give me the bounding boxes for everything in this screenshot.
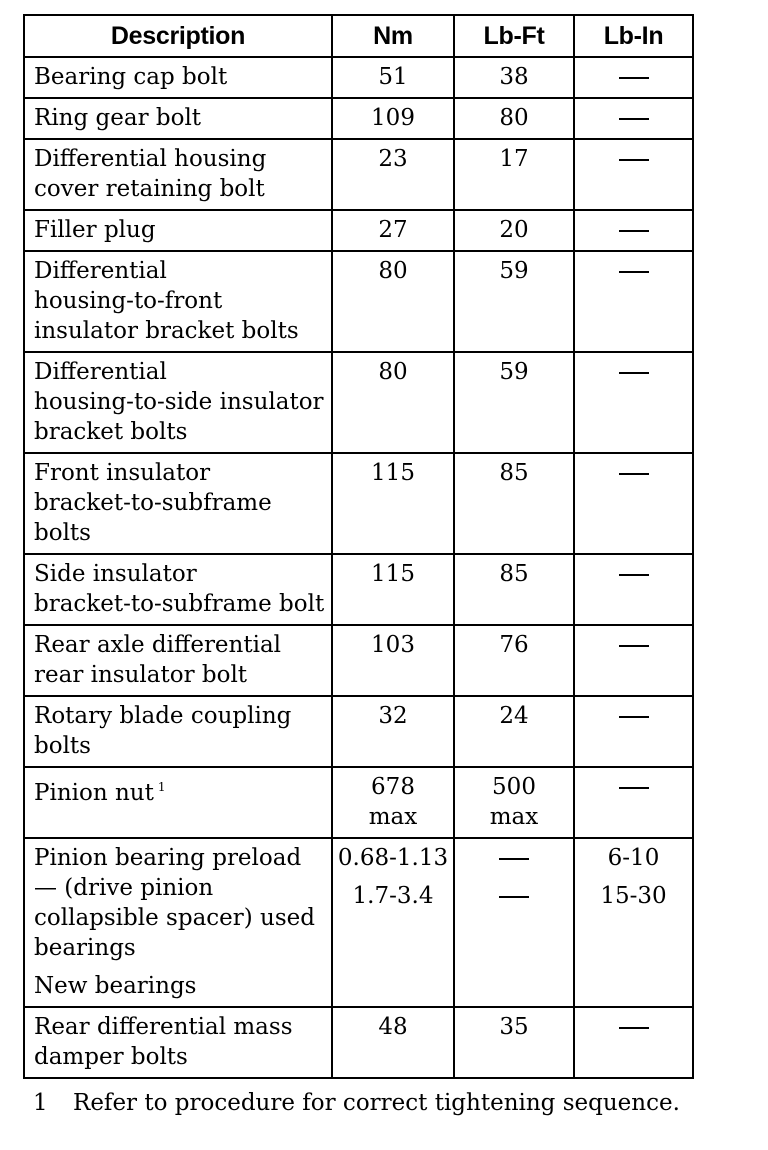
cell-description-text: Filler plug [34,217,156,243]
cell-nm-text: 109 [371,105,415,131]
cell-lb-in [574,625,693,696]
cell-nm-text: 80 [378,359,408,385]
cell-lb-ft-text: 59 [499,359,529,385]
cell-description-text: Side insulator [34,561,197,587]
cell-description-text: bracket bolts [34,419,188,445]
cell-lb-in [574,210,693,251]
cell-description-text: bolts [34,733,91,759]
dash-value [575,1012,692,1042]
cell-description-text: Front insulator [34,460,211,486]
dash-mark [619,473,649,475]
footnote-number: 1 [33,1090,48,1116]
cell-lb-in-text: 6-10 [607,845,660,871]
dash-mark [619,645,649,647]
dash-mark [619,1027,649,1029]
footnote-ref: 1 [157,780,166,794]
dash-value [575,701,692,731]
cell-lb-ft [454,57,574,98]
cell-lb-ft-text: 59 [499,258,529,284]
footnote-text: Refer to procedure for correct tightening sequence. [73,1090,680,1116]
cell-description [24,453,332,554]
cell-nm-text: 103 [371,632,415,658]
cell-nm [332,139,454,210]
cell-nm [332,625,454,696]
table-row [24,98,693,139]
cell-description-text: Differential [34,258,167,284]
cell-description [24,767,332,838]
cell-lb-ft-text: 38 [499,64,529,90]
cell-description-text: bracket-to-subframe [34,490,272,516]
cell-nm [332,352,454,453]
cell-nm [332,838,454,1007]
cell-lb-ft [454,251,574,352]
cell-lb-ft-text: max [489,804,539,830]
dash-value [575,772,692,802]
dash-mark [499,858,529,860]
dash-value [575,103,692,133]
cell-description [24,251,332,352]
dash-mark [619,159,649,161]
cell-description-text: Ring gear bolt [34,105,202,131]
dash-value [575,559,692,589]
dash-mark [619,77,649,79]
cell-lb-in [574,352,693,453]
cell-nm [332,453,454,554]
cell-description [24,696,332,767]
dash-mark [619,118,649,120]
table-row [24,210,693,251]
cell-description-text: Pinion nut [34,780,154,806]
cell-description-text: bearings [34,935,136,961]
cell-description-text: collapsible spacer) used [34,905,315,931]
dash-value [575,630,692,660]
cell-description-subrow-text: New bearings [34,973,197,999]
cell-description-text: housing-to-side insulator [34,389,324,415]
cell-lb-ft [454,696,574,767]
cell-nm-subrow-text: 1.7-3.4 [352,883,434,909]
cell-description-text: rear insulator bolt [34,662,248,688]
cell-description [24,98,332,139]
cell-lb-ft-text: 17 [499,146,529,172]
cell-description-text: cover retaining bolt [34,176,265,202]
table-row [24,1007,693,1078]
cell-description [24,1007,332,1078]
cell-nm [332,554,454,625]
table-body [24,57,693,1078]
cell-lb-ft [454,1007,574,1078]
cell-lb-ft [454,625,574,696]
cell-nm-text: 23 [378,146,408,172]
cell-lb-in [574,1007,693,1078]
cell-lb-ft-text: 500 [492,774,536,800]
cell-nm-text: 115 [371,460,415,486]
dash-mark [619,271,649,273]
table-row [24,838,693,1007]
cell-nm-text: 115 [371,561,415,587]
cell-lb-in [574,57,693,98]
cell-description-text: Rear differential mass [34,1014,293,1040]
dash-mark [619,372,649,374]
table-row [24,251,693,352]
footnote [33,1090,680,1116]
cell-lb-in [574,696,693,767]
cell-nm [332,210,454,251]
cell-lb-ft [454,767,574,838]
cell-lb-ft [454,453,574,554]
cell-lb-ft-text: 24 [499,703,529,729]
cell-lb-ft-text: 35 [499,1014,529,1040]
cell-nm-text: 27 [378,217,408,243]
cell-lb-ft-text: 80 [499,105,529,131]
cell-lb-ft [454,210,574,251]
cell-nm [332,767,454,838]
table-row [24,57,693,98]
dash-mark [619,574,649,576]
cell-nm [332,57,454,98]
table-row [24,139,693,210]
dash-value [455,843,573,873]
dash-value [575,256,692,286]
cell-description-text: Rotary blade coupling [34,703,292,729]
cell-description-text: damper bolts [34,1044,188,1070]
dash-value [575,62,692,92]
cell-description [24,57,332,98]
cell-lb-ft [454,554,574,625]
cell-lb-ft [454,838,574,1007]
table-row [24,352,693,453]
cell-description-text: bracket-to-subframe bolt [34,591,325,617]
cell-nm-text: max [368,804,418,830]
cell-lb-ft-text: 20 [499,217,529,243]
dash-value [575,458,692,488]
cell-lb-in [574,838,693,1007]
header-lb-ft: Lb-Ft [454,15,574,57]
cell-lb-ft [454,98,574,139]
header-description: Description [24,15,332,57]
header-nm: Nm [332,15,454,57]
table-row [24,453,693,554]
dash-value [575,215,692,245]
cell-nm [332,696,454,767]
dash-mark [619,716,649,718]
cell-nm-text: 678 [371,774,415,800]
cell-lb-ft-text: 76 [499,632,529,658]
header-row [24,15,693,57]
cell-nm-text: 48 [378,1014,408,1040]
cell-lb-in [574,98,693,139]
dash-value [455,881,573,911]
cell-description-text: bolts [34,520,91,546]
cell-description [24,210,332,251]
cell-lb-ft [454,139,574,210]
cell-description [24,554,332,625]
cell-description-text: housing-to-front [34,288,223,314]
cell-description-text: Pinion bearing preload [34,845,302,871]
cell-lb-in [574,767,693,838]
cell-description-text: Differential housing [34,146,267,172]
cell-description-text: Differential [34,359,167,385]
cell-nm-text: 51 [378,64,408,90]
dash-value [575,144,692,174]
cell-nm-text: 0.68-1.13 [337,845,449,871]
cell-description-text: insulator bracket bolts [34,318,299,344]
cell-description [24,838,332,1007]
table-row [24,767,693,838]
cell-description-text: Rear axle differential [34,632,282,658]
cell-nm-text: 80 [378,258,408,284]
header-lb-in: Lb-In [574,15,693,57]
cell-lb-in [574,251,693,352]
cell-description [24,625,332,696]
cell-nm [332,251,454,352]
cell-nm [332,98,454,139]
cell-lb-in [574,453,693,554]
cell-lb-in [574,139,693,210]
cell-description [24,139,332,210]
cell-lb-ft [454,352,574,453]
cell-lb-in-subrow-text: 15-30 [600,883,667,909]
table-row [24,554,693,625]
cell-description-text: — (drive pinion [34,875,214,901]
torque-spec-table [23,14,694,1079]
dash-mark [499,896,529,898]
cell-lb-ft-text: 85 [499,561,529,587]
table-row [24,625,693,696]
cell-nm [332,1007,454,1078]
cell-description-text: Bearing cap bolt [34,64,228,90]
cell-description [24,352,332,453]
dash-mark [619,787,649,789]
cell-nm-text: 32 [378,703,408,729]
dash-mark [619,230,649,232]
dash-value [575,357,692,387]
table-row [24,696,693,767]
cell-lb-ft-text: 85 [499,460,529,486]
cell-lb-in [574,554,693,625]
